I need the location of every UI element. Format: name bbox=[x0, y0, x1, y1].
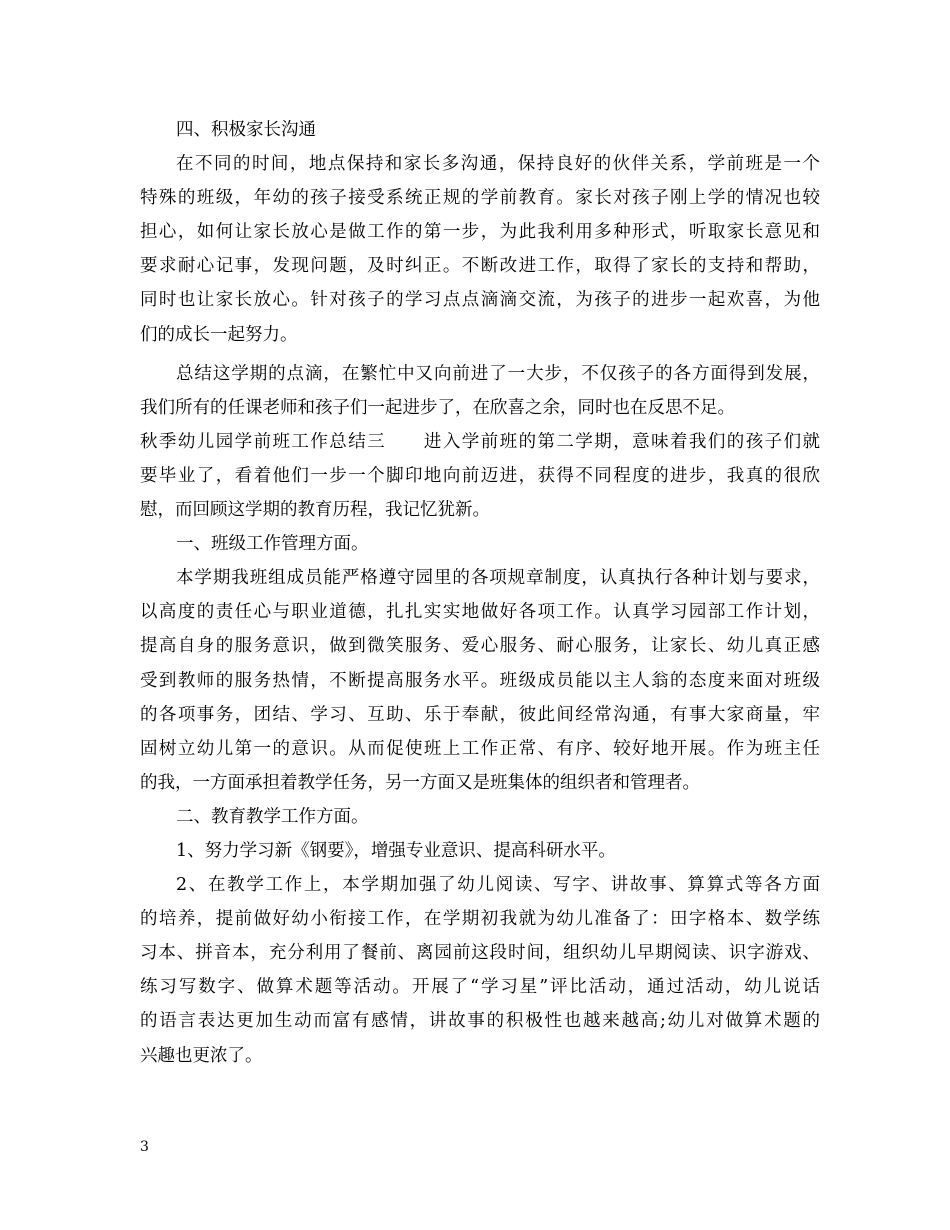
paragraph-line: 的培养，提前做好幼小衔接工作，在学期初我就为幼儿准备了：田字格本、数学练 bbox=[140, 909, 820, 930]
paragraph-line: 以高度的责任心与职业道德，扎扎实实地做好各项工作。认真学习园部工作计划， bbox=[140, 602, 820, 623]
section-heading: 四、积极家长沟通 bbox=[176, 120, 316, 140]
list-item: 2、在教学工作上，本学期加强了幼儿阅读、写字、讲故事、算算式等各方面 bbox=[176, 875, 820, 896]
paragraph-line: 固树立幼儿第一的意识。从而促使班上工作正常、有序、较好地开展。作为班主任 bbox=[140, 738, 820, 759]
paragraph-line: 在不同的时间，地点保持和家长多沟通，保持良好的伙伴关系，学前班是一个 bbox=[176, 154, 820, 175]
paragraph-line: 我们所有的任课老师和孩子们一起进步了，在欣喜之余，同时也在反思不足。 bbox=[140, 397, 735, 418]
paragraph-line: 习本、拼音本，充分利用了餐前、离园前这段时间，组织幼儿早期阅读、识字游戏、 bbox=[140, 943, 820, 964]
paragraph-line: 的我，一方面承担着教学任务，另一方面又是班集体的组织者和管理者。 bbox=[140, 772, 700, 793]
paragraph-line: 同时也让家长放心。针对孩子的学习点点滴滴交流，为孩子的进步一起欢喜，为他 bbox=[140, 290, 820, 311]
paragraph-line: 总结这学期的点滴，在繁忙中又向前进了一大步，不仅孩子的各方面得到发展， bbox=[176, 363, 820, 384]
section-title-line: 秋季幼儿园学前班工作总结三 进入学前班的第二学期，意味着我们的孩子们就 bbox=[140, 431, 820, 452]
paragraph-line: 们的成长一起努力。 bbox=[140, 324, 298, 345]
paragraph-line: 要求耐心记事，发现问题，及时纠正。不断改进工作，取得了家长的支持和帮助， bbox=[140, 256, 820, 277]
list-item: 1、努力学习新《钢要》，增强专业意识、提高科研水平。 bbox=[176, 840, 616, 861]
paragraph-line: 练习写数字、做算术题等活动。开展了“学习星”评比活动，通过活动，幼儿说话 bbox=[140, 977, 820, 998]
paragraph-line: 兴趣也更浓了。 bbox=[140, 1045, 263, 1066]
paragraph-line: 受到教师的服务热情，不断提高服务水平。班级成员能以主人翁的态度来面对班级 bbox=[140, 670, 820, 691]
paragraph-line: 的语言表达更加生动而富有感情，讲故事的积极性也越来越高;幼儿对做算术题的 bbox=[140, 1011, 820, 1032]
paragraph-line: 的各项事务，团结、学习、互助、乐于奉献，彼此间经常沟通，有事大家商量，牢 bbox=[140, 704, 820, 725]
document-body bbox=[140, 113, 820, 1073]
section-heading: 一、班级工作管理方面。 bbox=[176, 534, 369, 555]
paragraph-line: 提高自身的服务意识，做到微笑服务、爱心服务、耐心服务，让家长、幼儿真正感 bbox=[140, 636, 820, 657]
page-number: 3 bbox=[140, 1139, 149, 1155]
paragraph-line: 本学期我班组成员能严格遵守园里的各项规章制度，认真执行各种计划与要求， bbox=[176, 568, 820, 589]
section-heading: 二、教育教学工作方面。 bbox=[176, 806, 369, 827]
paragraph-line: 担心，如何让家长放心是做工作的第一步，为此我利用多种形式，听取家长意见和 bbox=[140, 222, 820, 243]
paragraph-line: 慰，而回顾这学期的教育历程，我记忆犹新。 bbox=[140, 500, 490, 521]
paragraph-line: 特殊的班级，年幼的孩子接受系统正规的学前教育。家长对孩子刚上学的情况也较 bbox=[140, 188, 820, 209]
paragraph-line: 要毕业了，看着他们一步一个脚印地向前迈进，获得不同程度的进步，我真的很欣 bbox=[140, 465, 820, 486]
